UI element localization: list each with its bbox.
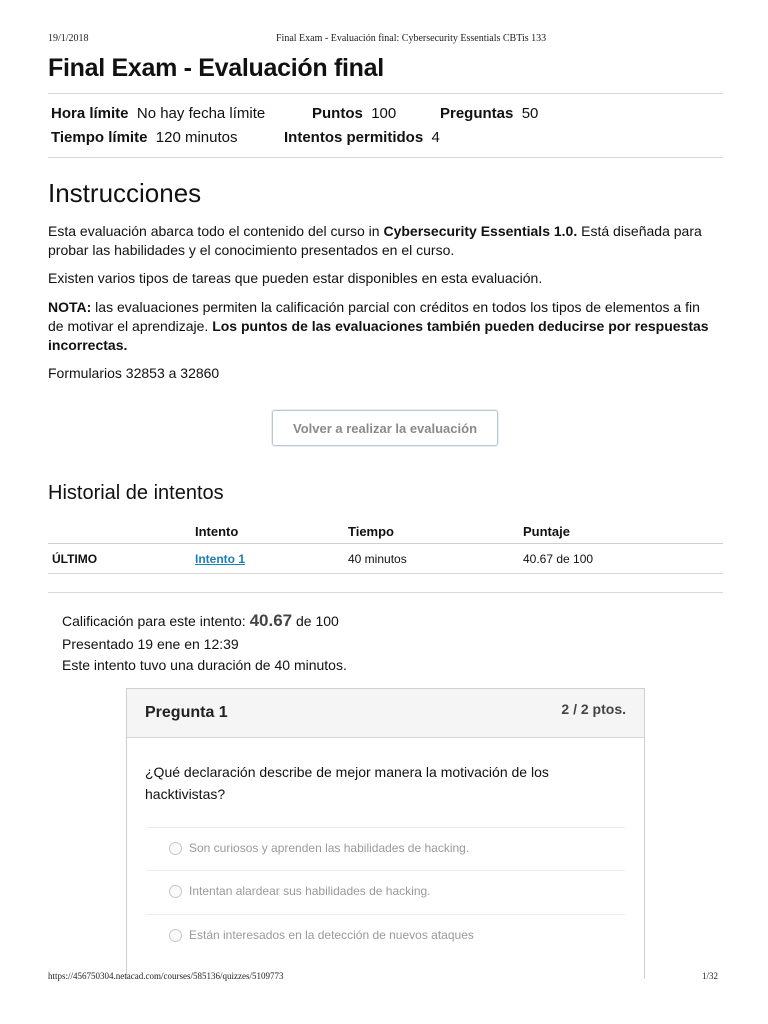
divider (48, 592, 723, 593)
answer-option[interactable] (147, 827, 625, 870)
p1-text: Esta evaluación abarca todo el contenido del curso in (48, 223, 384, 239)
divider (48, 157, 723, 158)
question-header (127, 689, 644, 738)
table-divider (48, 573, 723, 574)
divider (48, 93, 723, 94)
attempt-link[interactable]: Intento 1 (195, 552, 245, 566)
history-heading: Historial de intentos (48, 482, 224, 504)
question-card (126, 688, 645, 979)
points-label: Puntos (312, 105, 363, 122)
score-suffix: de 100 (292, 613, 339, 629)
attempt-score: 40.67 de 100 (523, 552, 594, 566)
answer-option[interactable] (147, 870, 625, 913)
note-text: las evaluaciones permiten la calificación parcial con créditos en todos los tipos de elementos a fin de motivar el aprendizaje. (48, 299, 700, 334)
table-divider (48, 543, 723, 544)
questions-value: 50 (521, 105, 539, 122)
col-score-header: Puntaje (523, 524, 570, 539)
attempts-value: 4 (431, 129, 440, 146)
attempt-score-line (62, 611, 339, 631)
points-value: 100 (371, 105, 397, 122)
pdf-page-number: 1/32 (702, 971, 719, 981)
answer-option[interactable] (147, 914, 625, 957)
col-attempt-header: Intento (195, 524, 239, 539)
points-info (312, 105, 396, 122)
radio-icon[interactable] (169, 885, 182, 898)
attempt-time: 40 minutos (348, 552, 407, 566)
time-limit-label: Tiempo límite (51, 129, 148, 146)
questions-info (440, 105, 538, 122)
course-name: Cybersecurity Essentials 1.0. (383, 223, 578, 239)
score-value: 40.67 (249, 611, 293, 630)
due-value: No hay fecha límite (136, 105, 266, 122)
note-label: NOTA: (48, 299, 92, 315)
pdf-doc-title: Final Exam - Evaluación final: Cybersecurity Essentials CBTis 133 (276, 33, 547, 44)
radio-icon[interactable] (169, 929, 182, 942)
time-limit-info (51, 129, 237, 146)
duration-info: Este intento tuvo una duración de 40 minutos. (62, 657, 347, 673)
question-text: ¿Qué declaración describe de mejor manera la motivación de los hacktivistas? (145, 764, 549, 802)
instructions-note (48, 298, 713, 355)
attempts-info (284, 129, 440, 146)
note-warning: Los puntos de las evaluaciones también pueden deducirse por respuestas incorrectas. (48, 318, 709, 353)
submitted-info: Presentado 19 ene en 12:39 (62, 636, 239, 652)
latest-tag: ÚLTIMO (52, 552, 98, 566)
instructions-paragraph-2: Existen varios tipos de tareas que pueden estar disponibles en esta evaluación. (48, 270, 543, 286)
score-label: Calificación para este intento: (62, 613, 250, 629)
page-title: Final Exam - Evaluación final (48, 54, 384, 82)
answer-label: Son curiosos y aprenden las habilidades de hacking. (189, 841, 470, 855)
answer-label: Intentan alardear sus habilidades de hacking. (189, 884, 431, 898)
question-title: Pregunta 1 (145, 704, 228, 721)
retake-quiz-button[interactable]: Volver a realizar la evaluación (272, 410, 498, 446)
pdf-date: 19/1/2018 (48, 33, 89, 44)
answer-label: Están interesados en la detección de nuevos ataques (189, 928, 474, 942)
attempts-label: Intentos permitidos (284, 129, 424, 146)
col-time-header: Tiempo (348, 524, 394, 539)
question-points: 2 / 2 ptos. (561, 701, 626, 717)
due-label: Hora límite (51, 105, 129, 122)
due-info (51, 105, 265, 122)
pdf-url: https://456750304.netacad.com/courses/585136/quizzes/5109773 (48, 971, 284, 981)
radio-icon[interactable] (169, 842, 182, 855)
questions-label: Preguntas (440, 105, 514, 122)
p1-text-end: Está diseñada para probar las habilidades y el conocimiento presentados en el curso. (48, 223, 702, 258)
instructions-paragraph-1 (48, 222, 713, 260)
time-limit-value: 120 minutos (155, 129, 238, 146)
instructions-heading: Instrucciones (48, 178, 202, 208)
forms-range: Formularios 32853 a 32860 (48, 365, 220, 381)
